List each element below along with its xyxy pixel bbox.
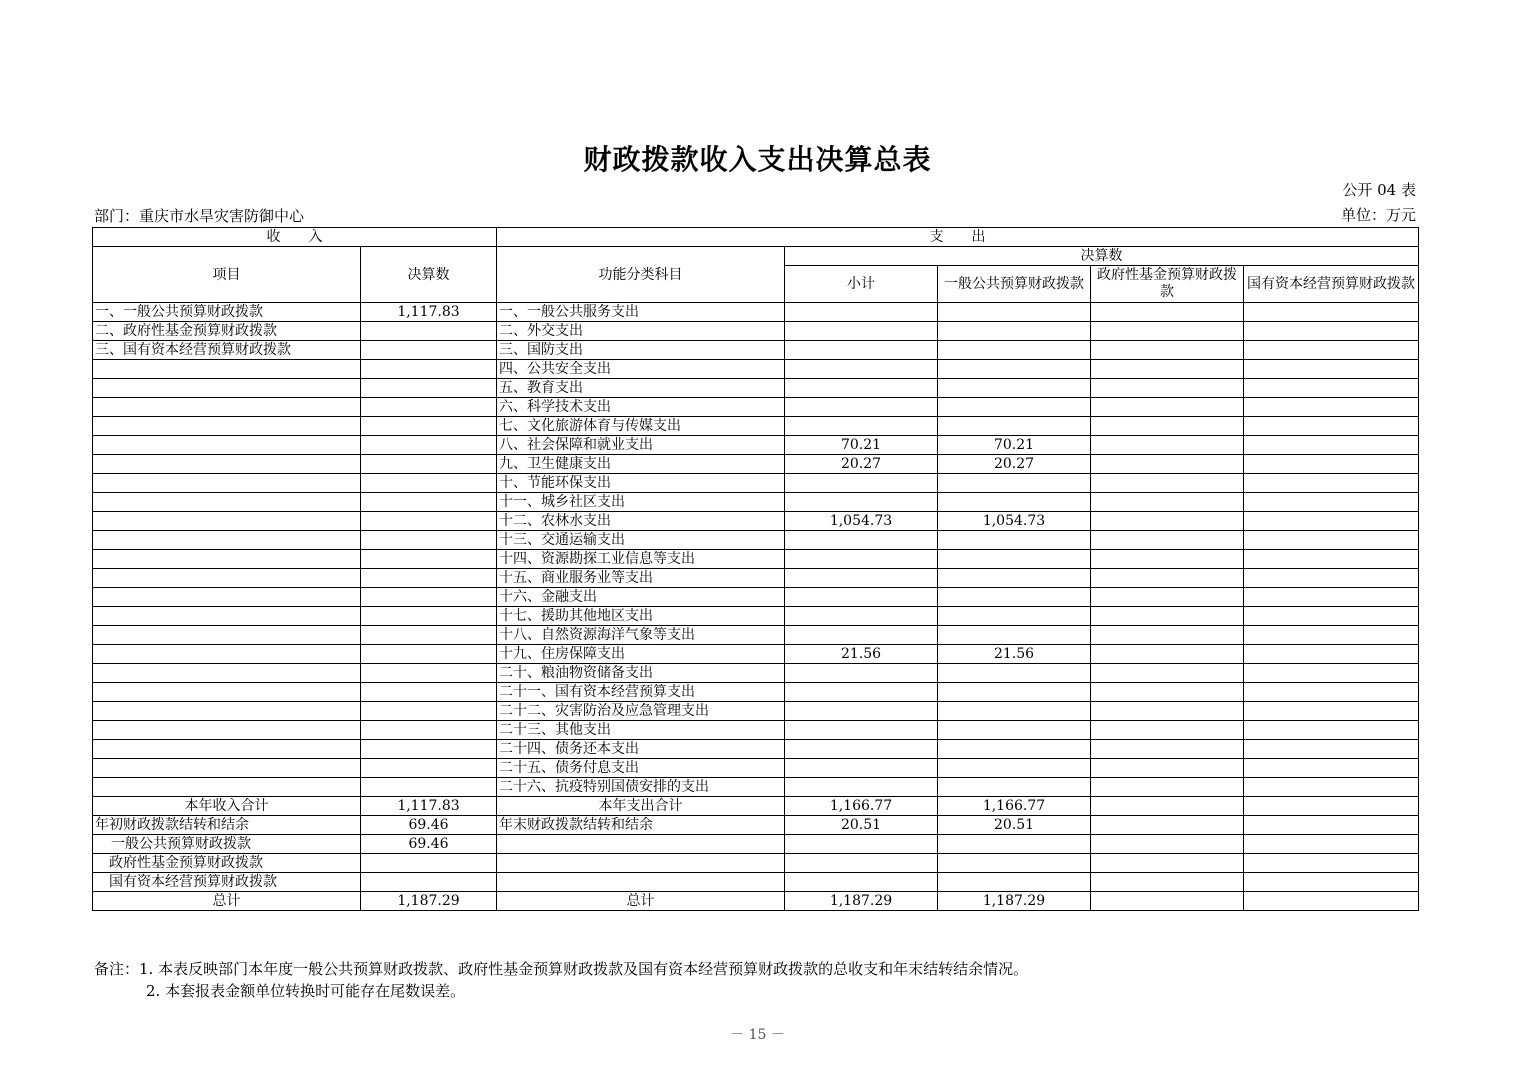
general-budget-cell <box>938 303 1091 322</box>
begin-capital-row <box>93 873 1419 892</box>
income-amount-cell <box>361 512 497 531</box>
income-amount-cell <box>361 569 497 588</box>
income-amount-cell <box>361 721 497 740</box>
state-capital-cell <box>1244 626 1419 645</box>
income-item-cell <box>93 379 361 398</box>
income-item-cell <box>93 512 361 531</box>
table-row <box>93 341 1419 360</box>
general-budget-header: 一般公共预算财政拨款 <box>938 266 1091 303</box>
state-capital-cell <box>1244 702 1419 721</box>
income-item-cell <box>93 455 361 474</box>
expense-item-cell: 十二、农林水支出 <box>497 512 785 531</box>
grand-total-row <box>93 892 1419 911</box>
general-budget-cell <box>938 493 1091 512</box>
general-budget-cell <box>938 683 1091 702</box>
empty-cell <box>785 854 938 873</box>
subtotal-cell <box>785 398 938 417</box>
state-capital-cell <box>1244 417 1419 436</box>
general-budget-cell <box>938 778 1091 797</box>
state-capital-cell <box>1244 569 1419 588</box>
state-capital-cell <box>1244 550 1419 569</box>
general-budget-cell: 70.21 <box>938 436 1091 455</box>
gov-fund-cell <box>1091 531 1244 550</box>
table-row <box>93 379 1419 398</box>
grand-income-amount: 1,187.29 <box>361 892 497 911</box>
general-budget-cell <box>938 721 1091 740</box>
notes <box>94 958 1028 1002</box>
gov-fund-cell <box>1091 341 1244 360</box>
empty-cell <box>785 873 938 892</box>
table-row <box>93 398 1419 417</box>
begin-general-row <box>93 835 1419 854</box>
subtotal-cell <box>785 303 938 322</box>
general-budget-cell <box>938 417 1091 436</box>
income-amount-cell <box>361 588 497 607</box>
table-row <box>93 626 1419 645</box>
table-row <box>93 740 1419 759</box>
empty-cell <box>1244 873 1419 892</box>
empty-cell <box>497 835 785 854</box>
subtotal-cell <box>785 360 938 379</box>
income-item-cell <box>93 588 361 607</box>
gov-fund-cell <box>1091 721 1244 740</box>
table-row <box>93 322 1419 341</box>
state-capital-cell <box>1244 493 1419 512</box>
end-balance-general: 20.51 <box>938 816 1091 835</box>
income-item-cell <box>93 398 361 417</box>
income-amount-cell <box>361 550 497 569</box>
state-capital-cell <box>1244 645 1419 664</box>
expense-item-cell: 十三、交通运输支出 <box>497 531 785 550</box>
general-budget-cell <box>938 341 1091 360</box>
table-row <box>93 588 1419 607</box>
year-expense-subtotal: 1,166.77 <box>785 797 938 816</box>
income-item-cell <box>93 683 361 702</box>
state-capital-header: 国有资本经营预算财政拨款 <box>1244 266 1419 303</box>
begin-general-label: 一般公共预算财政拨款 <box>93 835 361 854</box>
expense-item-cell: 八、社会保障和就业支出 <box>497 436 785 455</box>
gov-fund-cell <box>1091 702 1244 721</box>
expense-item-cell: 十八、自然资源海洋气象等支出 <box>497 626 785 645</box>
table-row <box>93 759 1419 778</box>
state-capital-cell <box>1244 398 1419 417</box>
general-budget-cell <box>938 588 1091 607</box>
note-1: 备注：1. 本表反映部门本年度一般公共预算财政拨款、政府性基金预算财政拨款及国有资本经营预算财政拨款的总收支和年末结转结余情况。 <box>94 960 1029 978</box>
subtotal-cell <box>785 550 938 569</box>
gov-fund-cell <box>1091 417 1244 436</box>
expense-item-cell: 一、一般公共服务支出 <box>497 303 785 322</box>
income-item-cell <box>93 626 361 645</box>
empty-cell <box>1091 854 1244 873</box>
gov-fund-cell <box>1091 626 1244 645</box>
income-amount-cell <box>361 645 497 664</box>
income-item-cell <box>93 759 361 778</box>
income-amount-cell <box>361 778 497 797</box>
gov-fund-cell <box>1091 379 1244 398</box>
gov-fund-cell <box>1091 778 1244 797</box>
general-budget-cell <box>938 322 1091 341</box>
subtotal-cell <box>785 379 938 398</box>
general-budget-cell <box>938 398 1091 417</box>
table-row <box>93 721 1419 740</box>
table-row <box>93 550 1419 569</box>
gov-fund-cell <box>1091 493 1244 512</box>
end-balance-capital <box>1244 816 1419 835</box>
income-amount-cell <box>361 436 497 455</box>
final-amount-header: 决算数 <box>785 247 1419 266</box>
table-row <box>93 303 1419 322</box>
table-row <box>93 531 1419 550</box>
end-balance-fund <box>1091 816 1244 835</box>
year-expense-fund <box>1091 797 1244 816</box>
income-item-cell <box>93 417 361 436</box>
grand-expense-general: 1,187.29 <box>938 892 1091 911</box>
expense-item-cell: 十五、商业服务业等支出 <box>497 569 785 588</box>
state-capital-cell <box>1244 436 1419 455</box>
general-budget-cell <box>938 360 1091 379</box>
empty-cell <box>1244 835 1419 854</box>
table-row <box>93 512 1419 531</box>
income-item-cell <box>93 607 361 626</box>
subtotal-cell: 70.21 <box>785 436 938 455</box>
expense-item-cell: 五、教育支出 <box>497 379 785 398</box>
general-budget-cell <box>938 550 1091 569</box>
income-item-cell: 一、一般公共预算财政拨款 <box>93 303 361 322</box>
table-row <box>93 455 1419 474</box>
income-item-cell <box>93 474 361 493</box>
state-capital-cell <box>1244 740 1419 759</box>
header-row-2 <box>93 247 1419 266</box>
subtotal-cell <box>785 531 938 550</box>
department-label: 部门：重庆市水旱灾害防御中心 <box>94 207 305 225</box>
gov-fund-cell <box>1091 607 1244 626</box>
state-capital-cell <box>1244 360 1419 379</box>
income-amount-cell <box>361 664 497 683</box>
subtotal-cell <box>785 417 938 436</box>
gov-fund-cell <box>1091 398 1244 417</box>
income-item-cell <box>93 740 361 759</box>
subtotal-cell <box>785 740 938 759</box>
table-row <box>93 417 1419 436</box>
income-amount-cell <box>361 398 497 417</box>
subtotal-cell <box>785 588 938 607</box>
state-capital-cell <box>1244 721 1419 740</box>
empty-cell <box>1244 854 1419 873</box>
form-code: 公开 04 表 <box>1342 181 1416 199</box>
note-2: 2. 本套报表金额单位转换时可能存在尾数误差。 <box>146 982 466 1000</box>
year-income-label: 本年收入合计 <box>93 797 361 816</box>
table-row <box>93 569 1419 588</box>
general-budget-cell: 1,054.73 <box>938 512 1091 531</box>
year-expense-general: 1,166.77 <box>938 797 1091 816</box>
state-capital-cell <box>1244 664 1419 683</box>
gov-fund-cell <box>1091 303 1244 322</box>
end-balance-label: 年末财政拨款结转和结余 <box>497 816 785 835</box>
subtotal-cell: 1,054.73 <box>785 512 938 531</box>
begin-fund-label: 政府性基金预算财政拨款 <box>93 854 361 873</box>
subtotal-header: 小计 <box>785 266 938 303</box>
gov-fund-cell <box>1091 664 1244 683</box>
gov-fund-cell <box>1091 569 1244 588</box>
income-header: 收 入 <box>93 228 497 247</box>
state-capital-cell <box>1244 588 1419 607</box>
income-item-cell <box>93 778 361 797</box>
state-capital-cell <box>1244 607 1419 626</box>
income-item-cell <box>93 493 361 512</box>
general-budget-cell <box>938 474 1091 493</box>
subtotal-cell <box>785 721 938 740</box>
income-amount-cell <box>361 759 497 778</box>
gov-fund-cell <box>1091 588 1244 607</box>
general-budget-cell: 20.27 <box>938 455 1091 474</box>
gov-fund-cell <box>1091 683 1244 702</box>
income-item-cell <box>93 360 361 379</box>
income-amount-cell <box>361 607 497 626</box>
grand-income-label: 总计 <box>93 892 361 911</box>
table-row <box>93 474 1419 493</box>
empty-cell <box>938 835 1091 854</box>
general-budget-cell <box>938 702 1091 721</box>
income-amount-cell <box>361 531 497 550</box>
income-amount-cell <box>361 626 497 645</box>
gov-fund-header: 政府性基金预算财政拨款 <box>1091 266 1244 303</box>
state-capital-cell <box>1244 322 1419 341</box>
gov-fund-cell <box>1091 512 1244 531</box>
table-row <box>93 702 1419 721</box>
table-row <box>93 645 1419 664</box>
income-amount-cell <box>361 341 497 360</box>
general-budget-cell <box>938 664 1091 683</box>
expense-item-cell: 二十四、债务还本支出 <box>497 740 785 759</box>
state-capital-cell <box>1244 759 1419 778</box>
expense-item-cell: 三、国防支出 <box>497 341 785 360</box>
expense-item-cell: 二十五、债务付息支出 <box>497 759 785 778</box>
expense-item-cell: 二十六、抗疫特别国债安排的支出 <box>497 778 785 797</box>
income-amount-cell <box>361 455 497 474</box>
income-item-cell: 三、国有资本经营预算财政拨款 <box>93 341 361 360</box>
subtotal-cell <box>785 341 938 360</box>
state-capital-cell <box>1244 379 1419 398</box>
general-budget-cell <box>938 569 1091 588</box>
expense-header: 支 出 <box>497 228 1419 247</box>
subtotal-cell <box>785 626 938 645</box>
gov-fund-cell <box>1091 436 1244 455</box>
year-income-amount: 1,117.83 <box>361 797 497 816</box>
general-budget-cell <box>938 607 1091 626</box>
expense-item-cell: 二十一、国有资本经营预算支出 <box>497 683 785 702</box>
expense-item-cell: 九、卫生健康支出 <box>497 455 785 474</box>
expense-item-cell: 四、公共安全支出 <box>497 360 785 379</box>
header-row-1 <box>93 228 1419 247</box>
expense-item-cell: 十九、住房保障支出 <box>497 645 785 664</box>
gov-fund-cell <box>1091 740 1244 759</box>
general-budget-cell <box>938 626 1091 645</box>
general-budget-cell: 21.56 <box>938 645 1091 664</box>
grand-expense-label: 总计 <box>497 892 785 911</box>
begin-fund-row <box>93 854 1419 873</box>
expense-item-cell: 二十二、灾害防治及应急管理支出 <box>497 702 785 721</box>
income-amount-cell <box>361 740 497 759</box>
balance-row <box>93 816 1419 835</box>
gov-fund-cell <box>1091 645 1244 664</box>
empty-cell <box>497 854 785 873</box>
general-budget-cell <box>938 531 1091 550</box>
table-row <box>93 436 1419 455</box>
table-row <box>93 607 1419 626</box>
page-title: 财政拨款收入支出决算总表 <box>583 143 932 176</box>
expense-item-cell: 十七、援助其他地区支出 <box>497 607 785 626</box>
begin-capital-label: 国有资本经营预算财政拨款 <box>93 873 361 892</box>
empty-cell <box>1091 835 1244 854</box>
expense-item-cell: 二十、粮油物资储备支出 <box>497 664 785 683</box>
budget-table <box>92 227 1419 911</box>
income-amount-cell: 1,117.83 <box>361 303 497 322</box>
income-amount-cell <box>361 379 497 398</box>
end-balance-subtotal: 20.51 <box>785 816 938 835</box>
state-capital-cell <box>1244 341 1419 360</box>
expense-item-cell: 十四、资源勘探工业信息等支出 <box>497 550 785 569</box>
table-row <box>93 778 1419 797</box>
table-row <box>93 683 1419 702</box>
gov-fund-cell <box>1091 759 1244 778</box>
begin-fund-amount <box>361 854 497 873</box>
income-item-cell <box>93 550 361 569</box>
subtotal-cell <box>785 664 938 683</box>
grand-expense-subtotal: 1,187.29 <box>785 892 938 911</box>
grand-expense-fund <box>1091 892 1244 911</box>
empty-cell <box>938 873 1091 892</box>
unit-label: 单位：万元 <box>1340 206 1416 224</box>
income-amount-cell <box>361 683 497 702</box>
function-category-header: 功能分类科目 <box>497 247 785 303</box>
begin-capital-amount <box>361 873 497 892</box>
income-item-cell <box>93 531 361 550</box>
subtotal-cell <box>785 683 938 702</box>
gov-fund-cell <box>1091 550 1244 569</box>
year-expense-capital <box>1244 797 1419 816</box>
subtotal-cell <box>785 569 938 588</box>
general-budget-cell <box>938 379 1091 398</box>
income-item-cell <box>93 664 361 683</box>
empty-cell <box>497 873 785 892</box>
gov-fund-cell <box>1091 360 1244 379</box>
subtotal-cell <box>785 474 938 493</box>
empty-cell <box>938 854 1091 873</box>
gov-fund-cell <box>1091 455 1244 474</box>
income-item-cell <box>93 721 361 740</box>
subtotal-cell <box>785 607 938 626</box>
expense-item-cell: 十一、城乡社区支出 <box>497 493 785 512</box>
empty-cell <box>785 835 938 854</box>
expense-item-cell: 十、节能环保支出 <box>497 474 785 493</box>
year-expense-label: 本年支出合计 <box>497 797 785 816</box>
subtotal-cell: 20.27 <box>785 455 938 474</box>
income-item-cell <box>93 645 361 664</box>
income-amount-cell <box>361 360 497 379</box>
state-capital-cell <box>1244 474 1419 493</box>
state-capital-cell <box>1244 531 1419 550</box>
general-budget-cell <box>938 740 1091 759</box>
amount-header: 决算数 <box>361 247 497 303</box>
expense-item-cell: 六、科学技术支出 <box>497 398 785 417</box>
state-capital-cell <box>1244 303 1419 322</box>
income-item-cell <box>93 436 361 455</box>
expense-item-cell: 二、外交支出 <box>497 322 785 341</box>
general-budget-cell <box>938 759 1091 778</box>
income-amount-cell <box>361 474 497 493</box>
state-capital-cell <box>1244 455 1419 474</box>
state-capital-cell <box>1244 512 1419 531</box>
expense-item-cell: 二十三、其他支出 <box>497 721 785 740</box>
income-item-cell <box>93 702 361 721</box>
year-income-row <box>93 797 1419 816</box>
income-item-cell <box>93 569 361 588</box>
state-capital-cell <box>1244 683 1419 702</box>
grand-expense-capital <box>1244 892 1419 911</box>
subtotal-cell: 21.56 <box>785 645 938 664</box>
item-header: 项目 <box>93 247 361 303</box>
gov-fund-cell <box>1091 322 1244 341</box>
begin-balance-label: 年初财政拨款结转和结余 <box>93 816 361 835</box>
gov-fund-cell <box>1091 474 1244 493</box>
income-item-cell: 二、政府性基金预算财政拨款 <box>93 322 361 341</box>
begin-balance-amount: 69.46 <box>361 816 497 835</box>
begin-general-amount: 69.46 <box>361 835 497 854</box>
expense-item-cell: 十六、金融支出 <box>497 588 785 607</box>
table-row <box>93 360 1419 379</box>
income-amount-cell <box>361 702 497 721</box>
subtotal-cell <box>785 493 938 512</box>
income-amount-cell <box>361 417 497 436</box>
subtotal-cell <box>785 778 938 797</box>
subtotal-cell <box>785 702 938 721</box>
expense-item-cell: 七、文化旅游体育与传媒支出 <box>497 417 785 436</box>
state-capital-cell <box>1244 778 1419 797</box>
table-row <box>93 493 1419 512</box>
income-amount-cell <box>361 493 497 512</box>
income-amount-cell <box>361 322 497 341</box>
page-number: － 15 － <box>730 1027 785 1043</box>
empty-cell <box>1091 873 1244 892</box>
subtotal-cell <box>785 759 938 778</box>
table-row <box>93 664 1419 683</box>
subtotal-cell <box>785 322 938 341</box>
